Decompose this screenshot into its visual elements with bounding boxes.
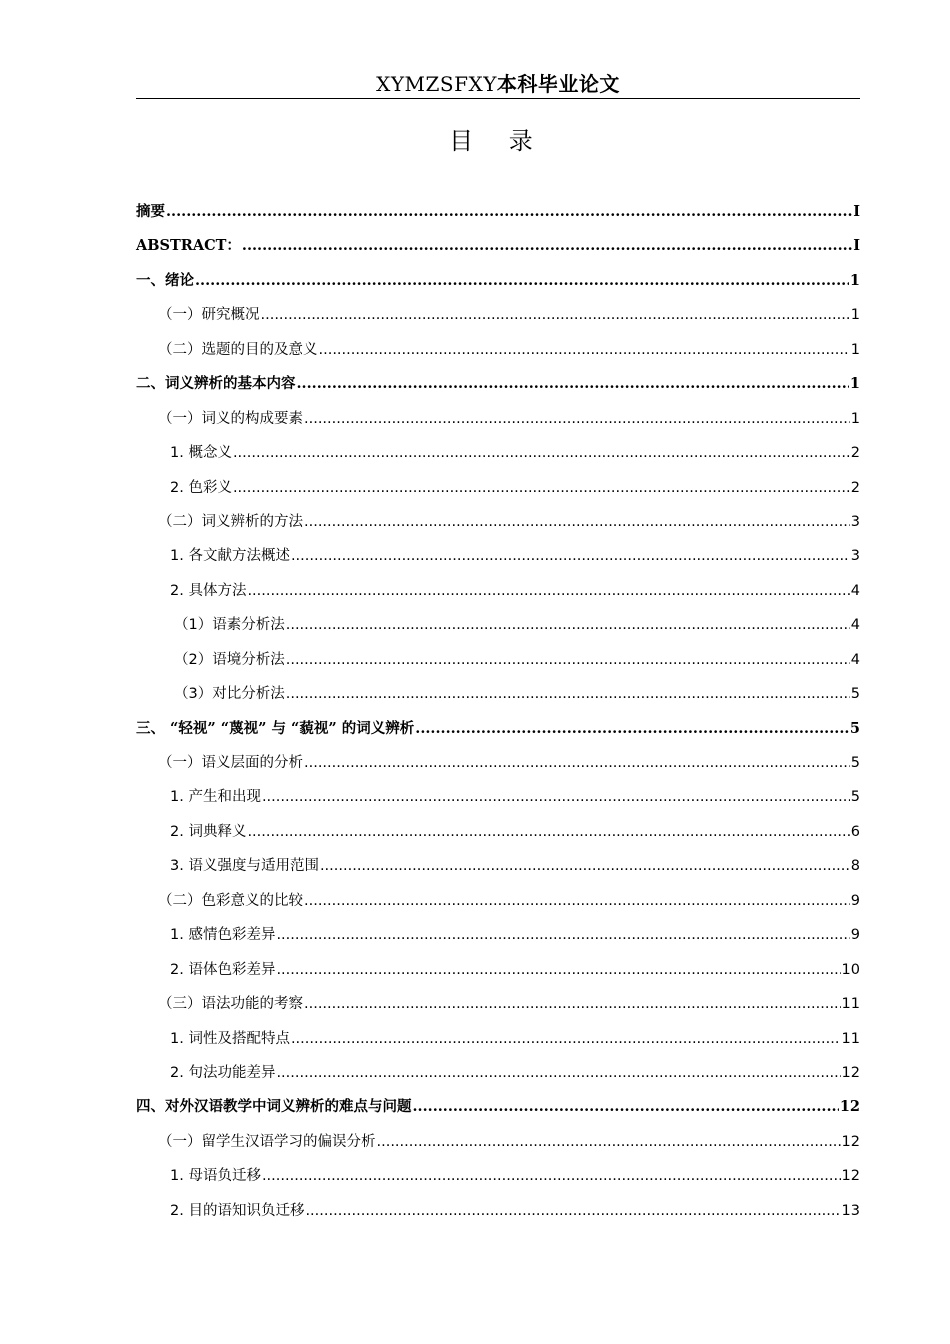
toc-entry[interactable]	[136, 476, 860, 510]
header-doc-type: 本科毕业论文	[496, 72, 620, 96]
toc-entry-label: 四、对外汉语教学中词义辨析的难点与问题	[136, 1098, 412, 1116]
toc-entry-label: （3）对比分析法	[174, 686, 285, 703]
toc-entry-label: （1）语素分析法	[174, 617, 285, 634]
toc-leader-dots	[304, 996, 841, 1012]
toc-entry[interactable]	[136, 200, 860, 234]
toc-entry-page: 1	[850, 410, 860, 427]
toc-entry[interactable]	[136, 1199, 860, 1233]
toc-leader-dots	[233, 445, 850, 461]
toc-leader-dots	[195, 272, 849, 289]
toc-entry-page: 5	[850, 686, 860, 703]
toc-entry-page: 9	[850, 927, 860, 944]
toc-entry[interactable]	[136, 234, 860, 268]
toc-entry-page: 5	[850, 789, 860, 806]
toc-entry[interactable]	[136, 338, 860, 372]
toc-entry-label: 2. 句法功能差异	[170, 1064, 276, 1081]
toc-leader-dots	[377, 1134, 841, 1150]
toc-entry[interactable]	[136, 820, 860, 854]
toc-entry-page: 1	[849, 375, 860, 393]
toc-entry[interactable]	[136, 1164, 860, 1198]
toc-leader-dots	[291, 1031, 841, 1047]
toc-entry-page: 1	[849, 271, 860, 289]
toc-leader-dots	[304, 893, 850, 909]
toc-entry[interactable]	[136, 717, 860, 751]
toc-entry-page: 10	[841, 961, 860, 978]
toc-entry[interactable]	[136, 992, 860, 1026]
toc-entry-page: I	[853, 203, 860, 220]
toc-entry[interactable]	[136, 785, 860, 819]
toc-entry[interactable]	[136, 544, 860, 578]
header-divider	[136, 98, 860, 99]
toc-entry-label: 2. 语体色彩差异	[170, 961, 276, 978]
toc-entry-label: 1. 词性及搭配特点	[170, 1030, 290, 1047]
toc-leader-dots	[242, 237, 852, 254]
toc-entry-page: 5	[850, 755, 860, 771]
toc-entry-label: 1. 概念义	[170, 445, 232, 462]
toc-entry-page: 3	[850, 548, 860, 565]
toc-leader-dots	[286, 652, 850, 668]
toc-entry-page: 4	[850, 617, 860, 634]
toc-leader-dots	[304, 514, 850, 530]
toc-entry[interactable]	[136, 751, 860, 785]
toc-entry-label: 2. 词典释义	[170, 823, 247, 840]
toc-entry-label: 一、绪论	[136, 271, 194, 289]
toc-entry-page: 3	[850, 513, 860, 530]
toc-entry[interactable]	[136, 613, 860, 647]
toc-leader-dots	[319, 342, 850, 358]
toc-entry-page: 2	[850, 445, 860, 462]
toc-entry-page: 12	[841, 1168, 860, 1185]
toc-entry-label: （一）词义的构成要素	[158, 410, 303, 427]
toc-entry-page: 6	[850, 823, 860, 840]
toc-leader-dots	[304, 411, 850, 427]
toc-entry-label: 二、词义辨析的基本内容	[136, 375, 296, 393]
toc-leader-dots	[413, 1098, 839, 1115]
toc-entry-label: （一）留学生汉语学习的偏误分析	[158, 1133, 376, 1150]
toc-entry[interactable]	[136, 269, 860, 303]
toc-entry-label: 3. 语义强度与适用范围	[170, 858, 319, 875]
toc-entry-label: （一）语义层面的分析	[158, 755, 303, 771]
toc-leader-dots	[276, 1065, 840, 1081]
toc-entry-page: 1	[850, 341, 860, 358]
toc-entry-label: 2. 具体方法	[170, 582, 247, 599]
toc-entry-page: 2	[850, 479, 860, 496]
toc-entry-label: 摘要	[136, 203, 165, 220]
toc-leader-dots	[286, 686, 850, 702]
page-title: 目 录	[449, 127, 547, 155]
toc-entry-page: 1	[850, 307, 860, 324]
toc-leader-dots	[261, 307, 850, 323]
toc-entry-label: 1. 产生和出现	[170, 789, 261, 806]
toc-leader-dots	[415, 720, 849, 737]
toc-entry-page: 4	[850, 582, 860, 599]
toc-entry-label: （二）词义辨析的方法	[158, 513, 303, 530]
toc-entry-label: （三）语法功能的考察	[158, 996, 303, 1013]
toc-entry-label: 三、 “轻视” “蔑视” 与 “藐视” 的词义辨析	[136, 719, 415, 737]
header-school-code: XYMZSFXY	[376, 72, 497, 96]
toc-leader-dots	[166, 203, 852, 220]
table-of-contents	[136, 200, 860, 1233]
toc-leader-dots	[233, 480, 850, 496]
toc-entry-label: ABSTRACT：	[136, 237, 241, 255]
toc-entry-label: 1. 母语负迁移	[170, 1168, 261, 1185]
toc-entry[interactable]	[136, 303, 860, 337]
toc-leader-dots	[286, 617, 850, 633]
toc-leader-dots	[247, 583, 849, 599]
toc-entry[interactable]	[136, 510, 860, 544]
toc-entry-page: 12	[839, 1098, 860, 1116]
toc-leader-dots	[262, 1168, 841, 1184]
page-header	[136, 72, 860, 96]
toc-entry[interactable]	[136, 1061, 860, 1095]
toc-entry-page: 4	[850, 651, 860, 668]
toc-entry[interactable]	[136, 407, 860, 441]
toc-entry[interactable]	[136, 889, 860, 923]
toc-entry-page: I	[853, 237, 860, 255]
toc-entry-page: 8	[850, 858, 860, 875]
toc-entry-label: （一）研究概况	[158, 307, 260, 324]
toc-entry-label: 2. 目的语知识负迁移	[170, 1202, 305, 1219]
toc-entry-label: （二）选题的目的及意义	[158, 341, 318, 358]
toc-entry-page: 9	[850, 892, 860, 909]
toc-entry-label: （二）色彩意义的比较	[158, 892, 303, 909]
toc-entry[interactable]	[136, 854, 860, 888]
toc-entry[interactable]	[136, 958, 860, 992]
toc-leader-dots	[262, 789, 850, 805]
toc-entry-label: 1. 感情色彩差异	[170, 927, 276, 944]
toc-leader-dots	[247, 824, 849, 840]
toc-entry-page: 12	[841, 1064, 860, 1081]
toc-entry-label: 1. 各文献方法概述	[170, 548, 290, 565]
toc-entry[interactable]	[136, 1027, 860, 1061]
toc-entry[interactable]	[136, 923, 860, 957]
toc-entry[interactable]	[136, 579, 860, 613]
toc-entry[interactable]	[136, 1095, 860, 1129]
toc-entry-page: 11	[841, 1030, 860, 1047]
toc-entry-page: 5	[849, 719, 860, 737]
toc-entry-label: 2. 色彩义	[170, 479, 232, 496]
toc-entry[interactable]	[136, 682, 860, 716]
toc-entry-page: 12	[841, 1133, 860, 1150]
toc-leader-dots	[305, 1203, 840, 1219]
toc-entry[interactable]	[136, 648, 860, 682]
toc-entry-label: （2）语境分析法	[174, 651, 285, 668]
toc-entry-page: 11	[841, 996, 860, 1013]
toc-leader-dots	[297, 375, 849, 392]
toc-entry[interactable]	[136, 441, 860, 475]
toc-leader-dots	[304, 755, 850, 771]
toc-leader-dots	[276, 962, 840, 978]
toc-entry[interactable]	[136, 372, 860, 406]
toc-entry-page: 13	[841, 1202, 860, 1219]
toc-leader-dots	[291, 548, 850, 564]
toc-leader-dots	[276, 927, 849, 943]
toc-entry[interactable]	[136, 1130, 860, 1164]
toc-leader-dots	[320, 858, 850, 874]
